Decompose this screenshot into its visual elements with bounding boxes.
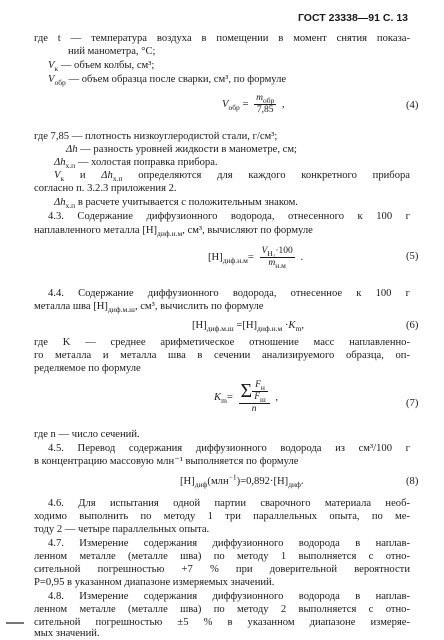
equation-number: (4) <box>406 100 419 111</box>
text-line: сительной погрешностью ±5 % в указанном диапазоне измеряе- <box>34 617 410 628</box>
text-line: $V_к$ и $\Delta h_{х.п}$ определяются для каждого конкретного прибора <box>54 170 410 184</box>
text-line: 4.5. Перевод содержания диффузионного водорода из см³/100 г <box>48 443 410 454</box>
text-line: 4.7. Измерение содержания диффузионного водорода в наплав- <box>48 538 410 549</box>
text-line: сительной погрешностью +7 % при доверительной вероятности <box>34 564 410 575</box>
text-line: металла шва $[H]_{диф.м.ш}$, см³, вычислить по формуле <box>34 301 264 315</box>
text-line: согласно п. 3.2.3 приложения 2. <box>34 183 177 194</box>
text-line: 4.8. Измерение содержания диффузионного водорода в наплав- <box>48 591 410 602</box>
equation-7: $K_m=$ Σ $\frac{F_н}{F_ш}$ n , <box>214 380 279 414</box>
equation-number: (7) <box>406 398 419 409</box>
equation-5: $[H]_{диф.н.м}=$ $\frac{V_{H_2}\cdot 100}{m_{н.м}}$ . <box>208 246 304 270</box>
text-line: 4.3. Содержание диффузионного водорода, отнесенного к 100 г <box>48 211 410 222</box>
text-line: ленном металле (металле шва) по методу 1 выполняется с отно- <box>34 551 410 562</box>
text-line: 4.6. Для испытания одной партии сварочного материала необ- <box>48 498 410 509</box>
text-line: наплавленного металла $[H]_{диф.н.м}$, см³, вычисляют по формуле <box>34 225 313 239</box>
page-header: ГОСТ 23338—91 С. 13 <box>297 12 408 24</box>
text-line: ределяемое по формуле <box>34 363 141 374</box>
text-line: $\Delta h_{х.п}$ в расчете учитывается с положительным знаком. <box>54 197 298 211</box>
scan-mark <box>6 622 24 624</box>
text-line: $V_к$ — объем колбы, см³; <box>48 60 155 74</box>
text-line: го металла и металла шва в сечении анализируемого образца, оп- <box>34 350 410 361</box>
text-line: ленном металле (металле шва) по методу 2 выполняется с отно- <box>34 604 410 615</box>
text-line: где n — число сечений. <box>34 429 140 440</box>
text-line: где 7,85 — плотность низкоуглеродистой стали, г/см³; <box>34 131 278 142</box>
text-line: в концентрацию массовую млн⁻¹ выполняется по формуле <box>34 456 299 467</box>
equation-number: (8) <box>406 476 419 487</box>
text-line: ний манометра, °С; <box>68 46 156 57</box>
text-line: где t — температура воздуха в помещении в момент снятия показа- <box>34 33 410 44</box>
text-line: $\Delta h_{х.п}$ — холостая поправка прибора. <box>54 157 218 171</box>
text-line: Δh — разность уровней жидкости в манометре, см; <box>66 144 297 155</box>
text-line: ходимо выполнить по методу 1 три параллельных опыта, по ме- <box>34 511 410 522</box>
equation-4: $V_{обр}$ = $\frac{m_{обр}}{7,85}$ , <box>222 93 285 115</box>
text-line: где K — среднее арифметическое отношение масс наплавленно- <box>34 337 410 348</box>
equation-number: (6) <box>406 320 419 331</box>
text-line: P=0,95 в указанном диапазоне измеряемых значений. <box>34 577 275 588</box>
text-line: тоду 2 — четыре параллельных опыта. <box>34 524 210 535</box>
text-line: 4.4. Содержание диффузионного водорода, отнесенное к 100 г <box>48 288 410 299</box>
equation-8: $[H]_{диф}(млн^{-1})=0,892\cdot[H]_{диф}$. <box>180 472 304 490</box>
text-line: $V_{обр}$ — объем образца после сварки, см³, по формуле <box>48 74 287 88</box>
equation-number: (5) <box>406 251 419 262</box>
equation-6: $[H]_{диф.м.ш} =[H]_{диф.н.м} \cdot K_m$, <box>192 320 304 334</box>
text-line: мых значений. <box>34 628 100 639</box>
